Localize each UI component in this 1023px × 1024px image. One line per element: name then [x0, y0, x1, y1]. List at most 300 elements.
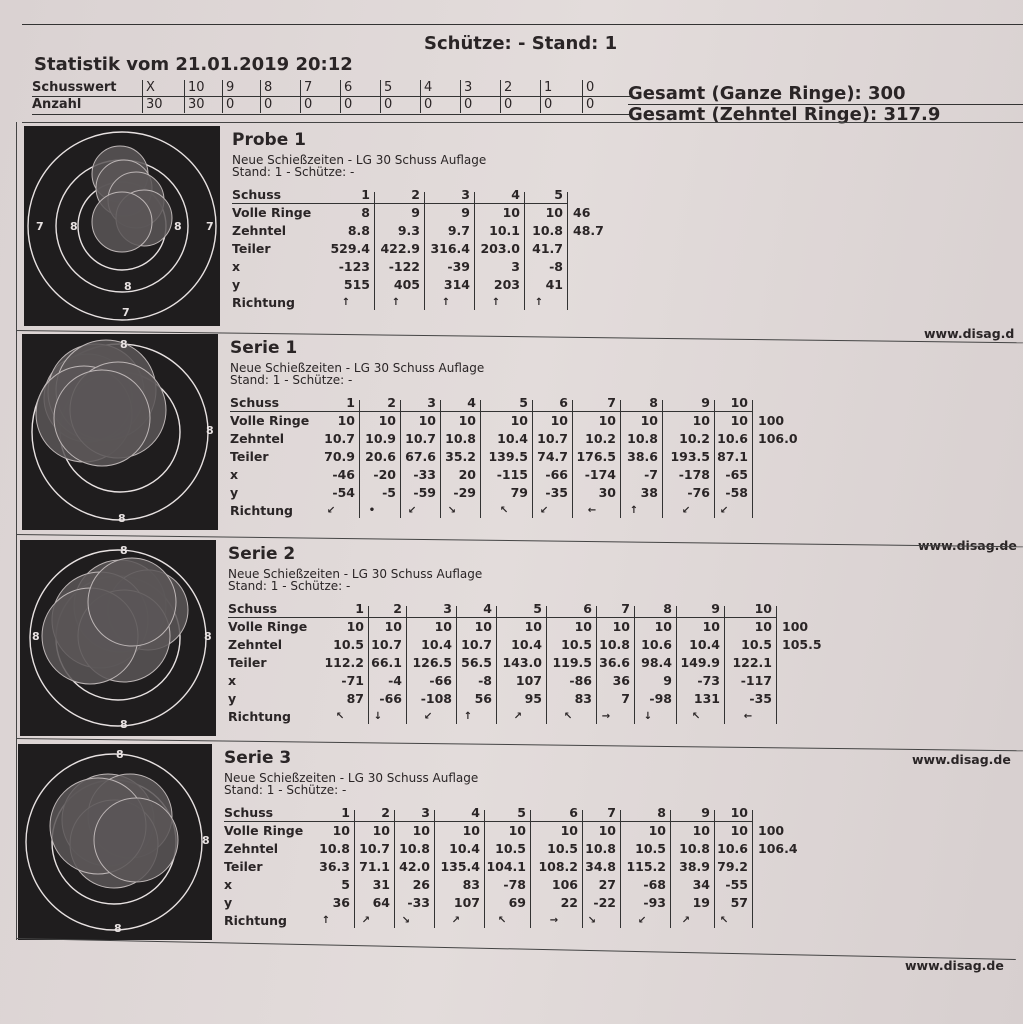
- summary-value-cell: 9: [222, 80, 234, 96]
- shot-number-cell: 4: [511, 187, 520, 202]
- table-cell: 10: [332, 823, 350, 838]
- shot-number-cell: 9: [701, 805, 710, 820]
- target-svg: [18, 744, 212, 940]
- table-column-rule: [524, 192, 525, 310]
- table-cell: →: [601, 711, 611, 722]
- table-cell: 10: [510, 413, 528, 428]
- table-cell: 405: [393, 277, 420, 292]
- table-cell: 35.2: [445, 449, 476, 464]
- table-cell: 10.7: [461, 637, 492, 652]
- shot-number-cell: 5: [533, 601, 542, 616]
- summary-count-cell: 0: [300, 97, 312, 113]
- ring-number-label: 8: [118, 512, 126, 525]
- table-cell: 26: [412, 877, 430, 892]
- table-row: [230, 412, 790, 430]
- table-cell: 34.8: [585, 859, 616, 874]
- row-label: Teiler: [232, 241, 271, 256]
- disag-url: www.disag.de: [905, 958, 1004, 973]
- total-volle-ringe: 100: [758, 823, 785, 838]
- ring-number-label: 8: [120, 338, 128, 351]
- table-cell: -54: [332, 485, 355, 500]
- shot-table: [224, 804, 798, 934]
- row-label: Richtung: [230, 503, 293, 518]
- table-row: [232, 258, 792, 276]
- table-row: [232, 294, 792, 312]
- table-column-rule: [752, 810, 753, 928]
- shot-hole: [94, 798, 178, 882]
- table-cell: -78: [503, 877, 526, 892]
- shot-number-cell: 3: [427, 395, 436, 410]
- table-cell: -22: [593, 895, 616, 910]
- table-cell: -33: [413, 467, 436, 482]
- top-rule: [22, 24, 1023, 25]
- table-cell: ↙: [539, 505, 549, 516]
- table-cell: 3: [511, 259, 520, 274]
- shot-number-cell: 2: [381, 805, 390, 820]
- shot-number-cell: 5: [517, 805, 526, 820]
- table-row: [224, 804, 784, 822]
- summary-value-cell: 5: [380, 80, 392, 96]
- summary-count-cell: 0: [582, 97, 594, 113]
- table-cell: -108: [420, 691, 452, 706]
- table-column-rule: [582, 810, 583, 928]
- table-cell: 314: [443, 277, 470, 292]
- row-label: x: [228, 673, 237, 688]
- table-row: [230, 466, 790, 484]
- table-cell: 10.5: [333, 637, 364, 652]
- summary-count-cell: 0: [420, 97, 432, 113]
- table-cell: 87: [346, 691, 364, 706]
- table-cell: ↑: [321, 915, 331, 926]
- ring-number-label: 7: [36, 220, 44, 233]
- row-label: Richtung: [232, 295, 295, 310]
- table-cell: 10.9: [365, 431, 396, 446]
- shot-number-cell: 1: [355, 601, 364, 616]
- row-label: Richtung: [228, 709, 291, 724]
- table-cell: 10: [730, 823, 748, 838]
- shot-number-cell: 10: [730, 395, 748, 410]
- table-cell: 131: [693, 691, 720, 706]
- table-cell: 10.8: [532, 223, 563, 238]
- table-cell: 193.5: [670, 449, 710, 464]
- table-cell: 10.7: [371, 637, 402, 652]
- shot-number-cell: 1: [341, 805, 350, 820]
- table-column-rule: [596, 606, 597, 724]
- summary-value-cell: 6: [340, 80, 352, 96]
- table-cell: 10.8: [585, 841, 616, 856]
- table-cell: 31: [372, 877, 390, 892]
- table-row: [232, 222, 792, 240]
- ring-number-label: 7: [206, 220, 214, 233]
- ring-number-label: 8: [206, 424, 214, 437]
- table-cell: 10.4: [689, 637, 720, 652]
- summary-value-cell: 8: [260, 80, 272, 96]
- table-cell: 10: [474, 619, 492, 634]
- table-cell: ↘: [447, 505, 457, 516]
- table-column-rule: [620, 400, 621, 518]
- table-row: [224, 912, 784, 930]
- section-title: Serie 1: [230, 338, 298, 358]
- shot-number-cell: 1: [361, 187, 370, 202]
- table-cell: 10.8: [399, 841, 430, 856]
- table-row: [228, 654, 788, 672]
- ring-number-label: 8: [120, 544, 128, 557]
- table-row: [228, 618, 809, 636]
- table-cell: 10: [754, 619, 772, 634]
- row-label: Zehntel: [228, 637, 283, 652]
- table-column-rule: [368, 606, 369, 724]
- table-cell: 10: [346, 619, 364, 634]
- table-cell: 83: [462, 877, 480, 892]
- table-cell: 66.1: [371, 655, 402, 670]
- shot-number-cell: 5: [554, 187, 563, 202]
- section-title: Probe 1: [232, 130, 306, 150]
- table-row: [228, 636, 822, 654]
- table-cell: 56.5: [461, 655, 492, 670]
- table-row: [224, 822, 784, 840]
- table-cell: 10: [692, 823, 710, 838]
- shot-number-cell: 2: [387, 395, 396, 410]
- table-cell: 10: [702, 619, 720, 634]
- summary-value-cell: 3: [460, 80, 472, 96]
- shot-number-cell: 7: [607, 805, 616, 820]
- table-cell: 10.5: [547, 841, 578, 856]
- section-title: Serie 2: [228, 544, 296, 564]
- row-label: Teiler: [224, 859, 263, 874]
- shot-table: [230, 394, 798, 524]
- table-row: [224, 894, 784, 912]
- table-cell: 10: [458, 413, 476, 428]
- table-cell: 122.1: [732, 655, 772, 670]
- total-zehntel: 48.7: [573, 223, 604, 238]
- table-cell: 126.5: [412, 655, 452, 670]
- summary-value-cell: 4: [420, 80, 432, 96]
- table-cell: 9: [663, 673, 672, 688]
- table-cell: 10.8: [445, 431, 476, 446]
- row-label: x: [230, 467, 239, 482]
- table-cell: -29: [453, 485, 476, 500]
- ring-number-label: 8: [114, 922, 122, 935]
- gesamt-ganze-ringe: Gesamt (Ganze Ringe): 300: [628, 83, 906, 104]
- table-column-rule: [496, 606, 497, 724]
- shot-number-cell: 3: [443, 601, 452, 616]
- table-column-rule: [724, 606, 725, 724]
- table-cell: 115.2: [626, 859, 666, 874]
- table-cell: 36.3: [319, 859, 350, 874]
- table-cell: 107: [515, 673, 542, 688]
- table-cell: 10.4: [497, 431, 528, 446]
- disag-url: www.disag.d: [924, 326, 1015, 341]
- shot-number-cell: 8: [649, 395, 658, 410]
- table-cell: 38.9: [679, 859, 710, 874]
- table-cell: 19: [692, 895, 710, 910]
- table-cell: 10: [412, 823, 430, 838]
- table-cell: -178: [678, 467, 710, 482]
- table-cell: ↓: [643, 711, 653, 722]
- table-cell: -7: [644, 467, 658, 482]
- summary-count-cell: 30: [184, 97, 205, 113]
- table-row: [228, 708, 788, 726]
- row-label: Schuss: [224, 805, 274, 820]
- table-cell: 10.8: [319, 841, 350, 856]
- table-column-rule: [620, 810, 621, 928]
- shot-number-cell: 5: [519, 395, 528, 410]
- summary-value-cell: 10: [184, 80, 205, 96]
- table-cell: 69: [508, 895, 526, 910]
- table-cell: ↑: [491, 297, 501, 308]
- table-cell: 71.1: [359, 859, 390, 874]
- table-cell: ↖: [719, 915, 729, 926]
- table-cell: -115: [496, 467, 528, 482]
- summary-row-label: Schusswert: [32, 80, 117, 95]
- table-cell: 64: [372, 895, 390, 910]
- table-cell: 95: [524, 691, 542, 706]
- table-cell: 5: [341, 877, 350, 892]
- shot-number-cell: 10: [730, 805, 748, 820]
- summary-count-cell: 30: [142, 97, 163, 113]
- row-label: x: [232, 259, 241, 274]
- table-cell: 316.4: [430, 241, 470, 256]
- section-subtitle: Neue Schießzeiten - LG 30 Schuss Auflage: [232, 153, 487, 167]
- shot-target-image: [18, 744, 212, 940]
- shot-table: [228, 600, 822, 730]
- summary-count-cell: 0: [380, 97, 392, 113]
- table-column-rule: [634, 606, 635, 724]
- table-cell: 41.7: [532, 241, 563, 256]
- table-cell: -5: [382, 485, 396, 500]
- table-cell: 10: [612, 619, 630, 634]
- table-column-rule: [530, 810, 531, 928]
- table-cell: ↑: [341, 297, 351, 308]
- table-cell: 529.4: [330, 241, 370, 256]
- table-cell: 10: [692, 413, 710, 428]
- table-row: [232, 276, 792, 294]
- table-cell: 10: [337, 413, 355, 428]
- shot-number-cell: 10: [754, 601, 772, 616]
- table-cell: -66: [379, 691, 402, 706]
- table-cell: 10.2: [585, 431, 616, 446]
- ring-number-label: 8: [202, 834, 210, 847]
- table-cell: 7: [621, 691, 630, 706]
- table-cell: •: [368, 505, 376, 516]
- row-label: y: [230, 485, 239, 500]
- summary-row-label: Anzahl: [32, 97, 82, 112]
- row-label: Schuss: [232, 187, 282, 202]
- table-cell: 10: [384, 619, 402, 634]
- table-column-rule: [474, 192, 475, 310]
- table-row: [224, 858, 784, 876]
- table-cell: 38: [640, 485, 658, 500]
- target-svg: [24, 126, 220, 326]
- disag-url: www.disag.de: [918, 538, 1017, 553]
- ring-number-label: 8: [70, 220, 78, 233]
- table-cell: -55: [725, 877, 748, 892]
- table-cell: 41: [545, 277, 563, 292]
- shot-target-image: [24, 126, 220, 326]
- table-cell: 104.1: [486, 859, 526, 874]
- table-cell: 10.6: [717, 841, 748, 856]
- shooter-stand-header: Schütze: - Stand: 1: [424, 33, 618, 54]
- table-cell: -33: [407, 895, 430, 910]
- table-column-rule: [394, 810, 395, 928]
- shot-target-image: [22, 334, 218, 530]
- table-cell: 38.6: [627, 449, 658, 464]
- shot-number-cell: 6: [583, 601, 592, 616]
- table-cell: -86: [569, 673, 592, 688]
- table-column-rule: [546, 606, 547, 724]
- row-label: Teiler: [228, 655, 267, 670]
- table-column-rule: [359, 400, 360, 518]
- table-cell: 10: [545, 205, 563, 220]
- table-cell: 10.5: [741, 637, 772, 652]
- table-cell: 30: [598, 485, 616, 500]
- table-cell: -35: [545, 485, 568, 500]
- table-cell: 20: [458, 467, 476, 482]
- ring-number-label: 7: [122, 306, 130, 319]
- table-cell: -66: [429, 673, 452, 688]
- total-zehntel: 106.0: [758, 431, 798, 446]
- row-label: y: [224, 895, 233, 910]
- row-label: x: [224, 877, 233, 892]
- summary-value-cell: 2: [500, 80, 512, 96]
- table-cell: 10: [502, 205, 520, 220]
- ring-number-label: 8: [204, 630, 212, 643]
- table-cell: ↙: [681, 505, 691, 516]
- row-label: Schuss: [230, 395, 280, 410]
- table-cell: 10.2: [679, 431, 710, 446]
- table-cell: 10.1: [489, 223, 520, 238]
- table-cell: -73: [697, 673, 720, 688]
- table-cell: -20: [373, 467, 396, 482]
- table-cell: 20.6: [365, 449, 396, 464]
- table-cell: 67.6: [405, 449, 436, 464]
- row-label: Volle Ringe: [232, 205, 312, 220]
- table-cell: 10: [560, 823, 578, 838]
- table-row: [230, 484, 790, 502]
- table-cell: 42.0: [399, 859, 430, 874]
- table-cell: 107: [453, 895, 480, 910]
- table-column-rule: [776, 606, 777, 724]
- section-stand-line: Stand: 1 - Schütze: -: [232, 165, 355, 179]
- shot-number-cell: 4: [467, 395, 476, 410]
- table-cell: 10: [574, 619, 592, 634]
- table-column-rule: [480, 400, 481, 518]
- shot-number-cell: 6: [569, 805, 578, 820]
- table-header-rule: [228, 617, 776, 618]
- shot-number-cell: 6: [559, 395, 568, 410]
- row-label: Zehntel: [232, 223, 287, 238]
- table-cell: 149.9: [680, 655, 720, 670]
- table-column-rule: [456, 606, 457, 724]
- table-cell: 9.3: [397, 223, 420, 238]
- table-cell: -123: [338, 259, 370, 274]
- table-cell: 10: [418, 413, 436, 428]
- table-cell: 9: [411, 205, 420, 220]
- table-cell: -8: [478, 673, 492, 688]
- table-cell: -98: [649, 691, 672, 706]
- table-cell: 10: [598, 413, 616, 428]
- table-cell: ↑: [534, 297, 544, 308]
- gesamt-zehntel-ringe: Gesamt (Zehntel Ringe): 317.9: [628, 104, 941, 125]
- table-row: [232, 240, 792, 258]
- table-cell: 10.4: [449, 841, 480, 856]
- table-row: [230, 448, 790, 466]
- table-row: [232, 204, 792, 222]
- shot-table: [232, 186, 792, 316]
- table-column-rule: [484, 810, 485, 928]
- table-cell: ↖: [335, 711, 345, 722]
- shot-number-cell: 4: [483, 601, 492, 616]
- section-stand-line: Stand: 1 - Schütze: -: [228, 579, 351, 593]
- section-subtitle: Neue Schießzeiten - LG 30 Schuss Auflage: [230, 361, 485, 375]
- ring-number-label: 8: [32, 630, 40, 643]
- table-column-rule: [714, 810, 715, 928]
- table-cell: 74.7: [537, 449, 568, 464]
- table-column-rule: [676, 606, 677, 724]
- table-column-rule: [354, 810, 355, 928]
- table-cell: ↙: [326, 505, 336, 516]
- table-cell: 10.4: [421, 637, 452, 652]
- shot-hole: [92, 192, 152, 252]
- shot-target-image: [20, 540, 216, 736]
- total-volle-ringe: 100: [782, 619, 809, 634]
- shot-number-cell: 2: [411, 187, 420, 202]
- table-column-rule: [532, 400, 533, 518]
- table-cell: 106: [551, 877, 578, 892]
- table-cell: 139.5: [488, 449, 528, 464]
- shot-number-cell: 7: [621, 601, 630, 616]
- table-column-rule: [752, 400, 753, 518]
- ring-number-label: 8: [120, 718, 128, 731]
- table-column-rule: [440, 400, 441, 518]
- table-row: [224, 876, 784, 894]
- table-cell: 8: [361, 205, 370, 220]
- table-cell: -46: [332, 467, 355, 482]
- table-cell: 10: [372, 823, 390, 838]
- table-cell: ↖: [499, 505, 509, 516]
- table-cell: ↙: [407, 505, 417, 516]
- row-label: y: [228, 691, 237, 706]
- table-cell: 10.6: [641, 637, 672, 652]
- disag-url: www.disag.de: [912, 752, 1011, 767]
- ring-number-label: 8: [174, 220, 182, 233]
- table-cell: ↑: [391, 297, 401, 308]
- table-cell: ↗: [681, 915, 691, 926]
- table-header-rule: [230, 411, 752, 412]
- table-cell: -66: [545, 467, 568, 482]
- shot-hole: [54, 370, 150, 466]
- summary-value-cell: X: [142, 80, 155, 96]
- table-cell: 56: [474, 691, 492, 706]
- summary-value-cell: 0: [582, 80, 594, 96]
- table-cell: ←: [587, 505, 597, 516]
- table-cell: ↖: [497, 915, 507, 926]
- section-subtitle: Neue Schießzeiten - LG 30 Schuss Auflage: [228, 567, 483, 581]
- table-row: [230, 394, 790, 412]
- table-cell: 57: [730, 895, 748, 910]
- table-cell: 79: [510, 485, 528, 500]
- table-cell: 108.2: [538, 859, 578, 874]
- table-column-rule: [424, 192, 425, 310]
- table-cell: 10.8: [599, 637, 630, 652]
- page-frame-left: [16, 122, 17, 940]
- table-cell: 70.9: [324, 449, 355, 464]
- row-label: y: [232, 277, 241, 292]
- table-cell: ↙: [719, 505, 729, 516]
- table-cell: 9.7: [447, 223, 470, 238]
- section-subtitle: Neue Schießzeiten - LG 30 Schuss Auflage: [224, 771, 479, 785]
- table-header-rule: [232, 203, 567, 204]
